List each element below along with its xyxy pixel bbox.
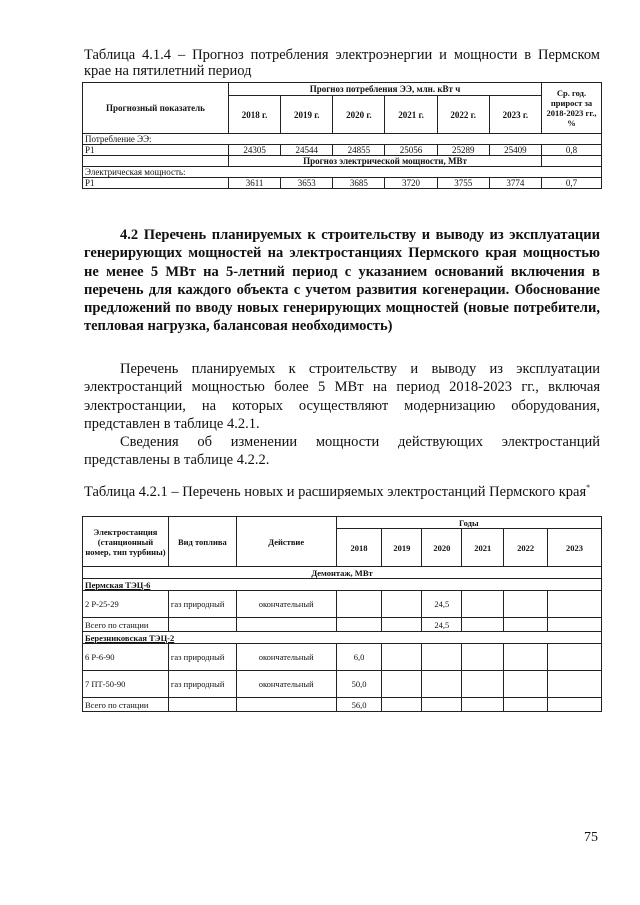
year-header: 2019 (382, 529, 422, 567)
fuel-type: газ природный (168, 591, 236, 618)
cell-value: 3774 (489, 178, 541, 189)
cell-value: 24,5 (422, 591, 462, 618)
table2-caption-text: Таблица 4.2.1 – Перечень новых и расширяемых электростанций Пермского края (84, 484, 587, 500)
year-header: 2019 г. (281, 96, 333, 134)
unit-name: 6 Р-6-90 (83, 644, 169, 671)
cell-value: 3685 (333, 178, 385, 189)
cell-value (548, 591, 602, 618)
unit-name: 2 Р-25-29 (83, 591, 169, 618)
action: окончательный (236, 644, 336, 671)
subheader-power: Прогноз электрической мощности, МВт (229, 156, 542, 167)
header-fuel: Вид топлива (168, 517, 236, 567)
table-row (83, 644, 602, 671)
page-number: 75 (584, 830, 598, 845)
cell-value: 24,5 (422, 618, 462, 632)
action: окончательный (236, 591, 336, 618)
cell-value (422, 671, 462, 698)
table1-caption: Таблица 4.1.4 – Прогноз потребления электроэнергии и мощности в Пермском крае на пятилетний период (84, 47, 600, 79)
row-label: P1 (83, 178, 229, 189)
consumption-forecast-table (82, 82, 602, 189)
header-forecast: Прогноз потребления ЭЭ, млн. кВт ч (229, 83, 542, 96)
station-name: Пермская ТЭЦ-6 (83, 579, 602, 591)
cell-value (462, 671, 504, 698)
cell-value (336, 591, 382, 618)
header-station: Электростанция (станционный номер, тип турбины) (83, 517, 169, 567)
table-row (83, 591, 602, 618)
fuel-type: газ природный (168, 644, 236, 671)
action: окончательный (236, 671, 336, 698)
cell-value: 24855 (333, 145, 385, 156)
subheader-dismantle: Демонтаж, МВт (83, 567, 602, 579)
table2-caption (84, 484, 600, 500)
cell-value: 25409 (489, 145, 541, 156)
cell-value (422, 698, 462, 712)
cell-growth: 0,7 (542, 178, 602, 189)
unit-name: 7 ПТ-50-90 (83, 671, 169, 698)
table-row (83, 618, 602, 632)
cell-value: 24305 (229, 145, 281, 156)
cell-value (422, 644, 462, 671)
year-header: 2021 г. (385, 96, 437, 134)
cell-value (462, 591, 504, 618)
cell-value: 6,0 (336, 644, 382, 671)
cell-value (504, 644, 548, 671)
cell-growth: 0,8 (542, 145, 602, 156)
cell-value (504, 591, 548, 618)
cell-value: 25289 (437, 145, 489, 156)
cell-value (462, 698, 504, 712)
paragraph: Перечень планируемых к строительству и выводу из эксплуатации электростанций мощностью более 5 МВт на период 2018-2023 гг., включая электростанции, на которых осуществляют модернизацию оборудования, представлен в таблице 4.2.1. (84, 361, 600, 432)
station-name: Березниковская ТЭЦ-2 (83, 632, 602, 644)
table-row (83, 671, 602, 698)
total-label: Всего по станции (83, 698, 169, 712)
year-header: 2020 г. (333, 96, 385, 134)
cell-value: 25056 (385, 145, 437, 156)
cell-value (548, 671, 602, 698)
cell-value (462, 618, 504, 632)
year-header: 2023 (548, 529, 602, 567)
cell-value (382, 644, 422, 671)
cell-value (382, 618, 422, 632)
cell-value: 24544 (281, 145, 333, 156)
year-header: 2020 (422, 529, 462, 567)
cell-value (548, 698, 602, 712)
total-label: Всего по станции (83, 618, 169, 632)
cell-value: 3720 (385, 178, 437, 189)
cell-value (336, 618, 382, 632)
section-label: Электрическая мощность: (83, 167, 602, 178)
year-header: 2018 г. (229, 96, 281, 134)
table-row (83, 145, 602, 156)
year-header: 2022 г. (437, 96, 489, 134)
header-action: Действие (236, 517, 336, 567)
cell-value: 3653 (281, 178, 333, 189)
fuel-type: газ природный (168, 671, 236, 698)
year-header: 2021 (462, 529, 504, 567)
stations-table (82, 516, 602, 712)
paragraph: Сведения об изменении мощности действующих электростанций представлены в таблице 4.2.2. (84, 434, 600, 469)
cell-value: 3611 (229, 178, 281, 189)
cell-value: 50,0 (336, 671, 382, 698)
cell-value (504, 698, 548, 712)
cell-value (462, 644, 504, 671)
cell-value (548, 618, 602, 632)
cell-value (504, 618, 548, 632)
cell-value: 3755 (437, 178, 489, 189)
cell-value (504, 671, 548, 698)
header-growth: Ср. год. прирост за 2018-2023 гг., % (542, 83, 602, 134)
header-indicator: Прогнозный показатель (83, 83, 229, 134)
table-row (83, 178, 602, 189)
year-header: 2023 г. (489, 96, 541, 134)
cell-value (548, 644, 602, 671)
section-label: Потребление ЭЭ: (83, 134, 602, 145)
year-header: 2022 (504, 529, 548, 567)
header-years: Годы (336, 517, 601, 529)
section-heading: 4.2 Перечень планируемых к строительству и выводу из эксплуатации генерирующих мощностей на электростанциях Пермского края мощностью не менее 5 МВт на 5-летний период с указанием оснований включения в перечень для каждого объекта с учетом развития когенерации. Обоснование предложений по вводу новых генерирующих мощностей (новые потребители, тепловая нагрузка, балансовая необходимость) (84, 227, 600, 335)
year-header: 2018 (336, 529, 382, 567)
table-row (83, 698, 602, 712)
row-label: P1 (83, 145, 229, 156)
cell-value (382, 671, 422, 698)
cell-value (382, 698, 422, 712)
footnote-mark: * (586, 483, 591, 493)
cell-value (382, 591, 422, 618)
cell-value: 56,0 (336, 698, 382, 712)
